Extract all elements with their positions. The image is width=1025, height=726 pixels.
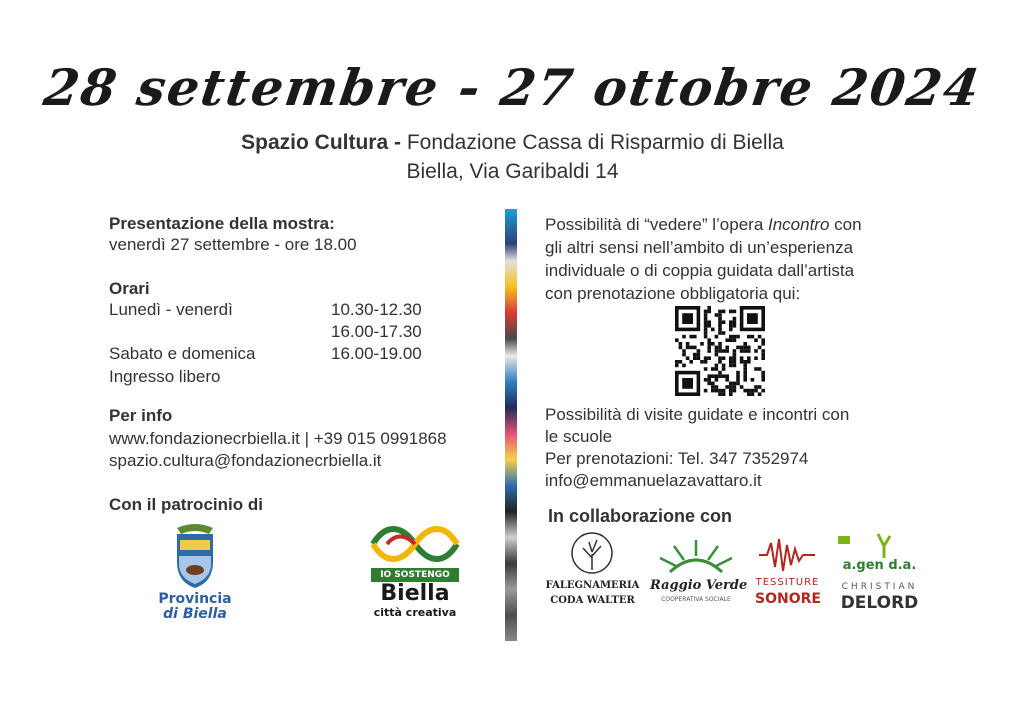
- venue-address: Biella, Via Garibaldi 14: [406, 160, 619, 183]
- tree-icon: [545, 530, 640, 576]
- venue-name-bold: Spazio Cultura -: [241, 131, 401, 154]
- provincia-label-1: Provincia: [158, 591, 232, 607]
- experience-line-1a: Possibilità di “vedere” l’opera: [545, 215, 768, 234]
- entry-info: Ingresso libero: [109, 367, 221, 386]
- info-web-phone[interactable]: www.fondazionecrbiella.it | +39 015 0991868: [109, 429, 447, 448]
- experience-line-1c: con: [829, 215, 862, 234]
- biella-logo-name: Biella: [380, 581, 450, 606]
- falegnameria-logo: [545, 530, 640, 610]
- booking-email[interactable]: info@emmanuelazavattaro.it: [545, 471, 762, 490]
- venue-name-rest: Fondazione Cassa di Risparmio di Biella: [400, 131, 784, 154]
- raggio-verde-logo: [650, 538, 748, 613]
- weekday-hours-morning: 10.30-12.30: [331, 300, 422, 319]
- provincia-crest-icon: [155, 520, 235, 592]
- biella-logo-sub: città creativa: [373, 606, 457, 619]
- agenda-delord-logo: [832, 530, 927, 615]
- weekday-hours-afternoon: 16.00-17.30: [331, 322, 422, 341]
- exhibition-dates: 28 settembre - 27 ottobre 2024: [40, 58, 985, 117]
- weekend-label: Sabato e domenica: [109, 344, 256, 363]
- agenda-label: a.gen d.a.: [842, 558, 917, 573]
- hours-heading: Orari: [109, 279, 150, 298]
- weekday-label: Lunedì - venerdì: [109, 300, 233, 319]
- raggio-verde-label: Raggio Verde: [650, 578, 748, 593]
- visits-line-2: le scuole: [545, 427, 613, 446]
- sound-wave-icon: [755, 535, 820, 575]
- experience-line-3: individuale o di coppia guidata dall’artista: [545, 261, 855, 280]
- artwork-stripe-divider: [505, 209, 517, 641]
- biella-banner-text: IO SOSTENGO: [380, 570, 450, 580]
- qr-code[interactable]: [675, 306, 765, 396]
- experience-line-1: [545, 214, 862, 236]
- experience-line-4: con prenotazione obbligatoria qui:: [545, 284, 801, 303]
- info-email[interactable]: spazio.cultura@fondazionecrbiella.it: [109, 451, 382, 470]
- biella-knot-icon: [365, 520, 465, 568]
- agenda-figure-icon: [832, 530, 927, 560]
- booking-phone[interactable]: Per prenotazioni: Tel. 347 7352974: [545, 449, 809, 468]
- experience-line-2: gli altri sensi nell’ambito di un’esperienza: [545, 238, 854, 257]
- tessiture-label-2: SONORE: [755, 591, 821, 607]
- biella-citta-creativa-logo: [365, 520, 465, 630]
- presentation-date: venerdì 27 settembre - ore 18.00: [109, 235, 357, 254]
- tessiture-sonore-logo: [755, 535, 820, 615]
- weekend-hours: 16.00-19.00: [331, 344, 422, 363]
- patronage-heading: Con il patrocinio di: [109, 495, 263, 514]
- venue-name: [0, 131, 1025, 155]
- biella-banner: [371, 568, 459, 582]
- falegnameria-label-2: CODA WALTER: [550, 595, 635, 606]
- delord-label-1: CHRISTIAN: [841, 582, 918, 592]
- qr-code-icon: [675, 306, 765, 396]
- info-heading: Per info: [109, 406, 173, 425]
- presentation-heading: Presentazione della mostra:: [109, 214, 335, 233]
- artwork-title: Incontro: [768, 215, 830, 234]
- collaboration-heading: In collaborazione con: [548, 506, 733, 526]
- tessiture-label-1: TESSITURE: [755, 577, 820, 588]
- provincia-biella-logo: [155, 520, 235, 630]
- visits-line-1: Possibilità di visite guidate e incontri con: [545, 405, 850, 424]
- falegnameria-label-1: FALEGNAMERIA: [545, 580, 640, 591]
- raggio-verde-sub: COOPERATIVA SOCIALE: [661, 596, 731, 603]
- sun-rays-icon: [650, 538, 742, 574]
- delord-label-2: DELORD: [840, 593, 919, 613]
- provincia-label-2: di Biella: [163, 606, 227, 622]
